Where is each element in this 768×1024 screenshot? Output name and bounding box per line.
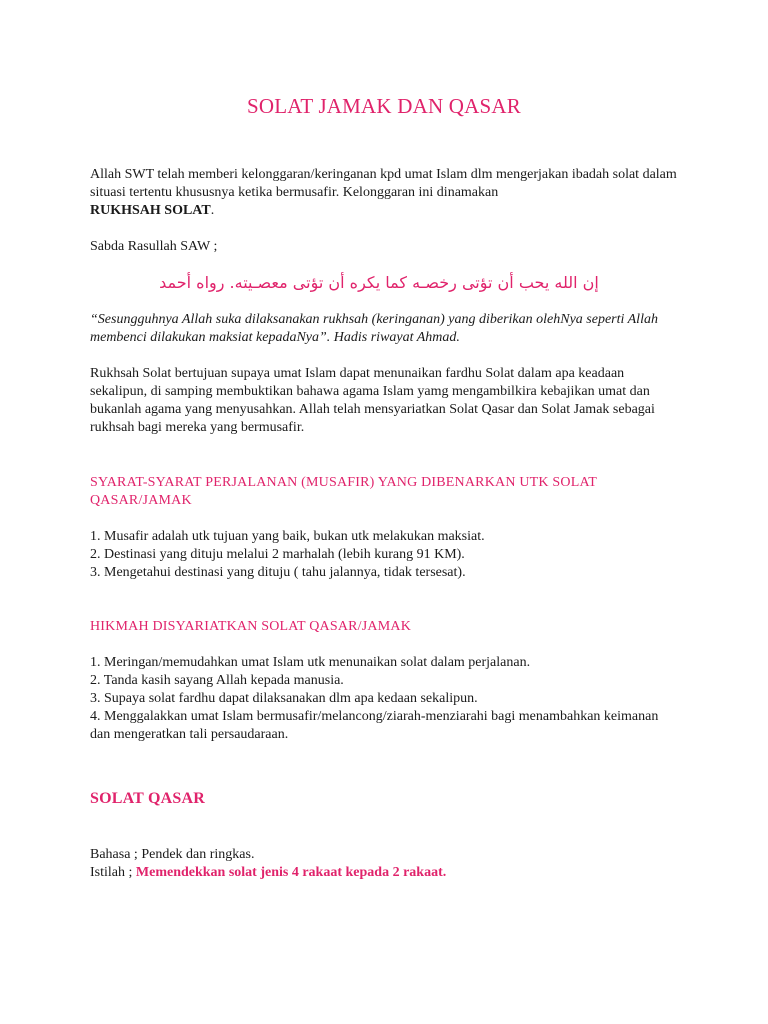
syarat-heading: SYARAT-SYARAT PERJALANAN (MUSAFIR) YANG DIBENARKAN UTK SOLAT QASAR/JAMAK (90, 475, 597, 508)
bahasa-definition: Bahasa ; Pendek dan ringkas. (90, 847, 255, 862)
arabic-hadith: إن الله يحب أن تؤتى رخصـه كما يكره أن تؤتى معصـيته. رواه أحمد (159, 273, 599, 292)
istilah-label: Istilah ; (90, 865, 133, 880)
intro-text: Allah SWT telah memberi kelonggaran/keringanan kpd umat Islam dlm mengerjakan ibadah solat dalam situasi tertentu khususnya ketika bermusafir. Kelonggaran ini dinamakan (90, 167, 677, 200)
istilah-definition (90, 864, 678, 882)
list-item: 3. Mengetahui destinasi yang dituju ( tahu jalannya, tidak tersesat). (90, 565, 466, 580)
list-item: 4. Menggalakkan umat Islam bermusafir/melancong/ziarah-menziarahi bagi menambahkan keimanan dan mengeratkan tali persaudaraan. (90, 709, 659, 742)
hadith-translation: “Sesungguhnya Allah suka dilaksanakan rukhsah (keringanan) yang diberikan olehNya seperti Allah membenci dilakukan maksiat kepadaNya”. Hadis riwayat Ahmad. (90, 312, 658, 345)
intro-paragraph (90, 166, 678, 220)
hikmah-heading: HIKMAH DISYARIATKAN SOLAT QASAR/JAMAK (90, 619, 411, 634)
document-title: SOLAT JAMAK DAN QASAR (247, 94, 521, 118)
rukhsah-paragraph: Rukhsah Solat bertujuan supaya umat Islam dapat menunaikan fardhu Solat dalam apa keadaan sekalipun, di samping membuktikan bahawa agama Islam yamg mengambilkira kebajikan umat dan bukanlah agama yang menyusahkan. Allah telah mensyariatkan Solat Qasar dan Solat Jamak sebagai rukhsah bagi mereka yang bermusafir. (90, 366, 655, 435)
list-item: 1. Musafir adalah utk tujuan yang baik, bukan utk melakukan maksiat. (90, 529, 485, 544)
rukhsah-solat-term: RUKHSAH SOLAT (90, 203, 211, 218)
istilah-value: Memendekkan solat jenis 4 rakaat kepada 2 rakaat. (135, 865, 447, 880)
sabda-line: Sabda Rasullah SAW ; (90, 239, 218, 254)
list-item: 3. Supaya solat fardhu dapat dilaksanakan dlm apa kedaan sekalipun. (90, 691, 478, 706)
hikmah-list (90, 654, 678, 744)
list-item: 2. Tanda kasih sayang Allah kepada manusia. (90, 673, 344, 688)
list-item: 2. Destinasi yang dituju melalui 2 marhalah (lebih kurang 91 KM). (90, 547, 465, 562)
intro-end: . (210, 203, 215, 218)
solat-qasar-heading: SOLAT QASAR (90, 790, 205, 807)
syarat-list (90, 528, 678, 582)
list-item: 1. Meringan/memudahkan umat Islam utk menunaikan solat dalam perjalanan. (90, 655, 531, 670)
